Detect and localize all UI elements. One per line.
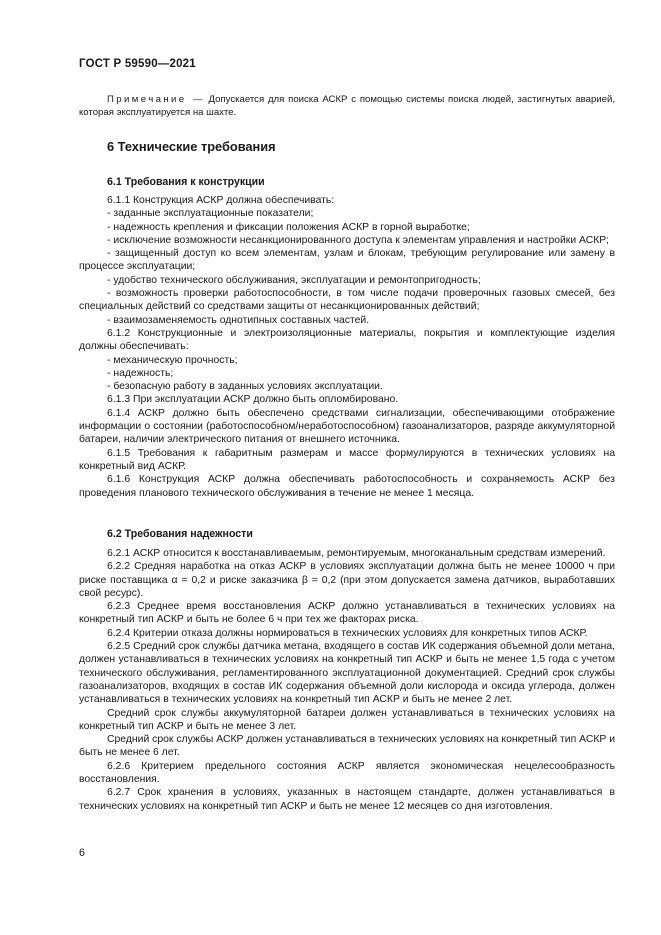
paragraph: 6.2.2 Средняя наработка на отказ АСКР в условиях эксплуатации должна быть не менее 10000 ч при риске поставщика α = 0,2 и риске заказчика β = 0,2 (при этом допускается замена датчиков, выработавших свой ресурс). — [79, 561, 615, 599]
paragraph: 6.1.2 Конструкционные и электроизоляционные материалы, покрытия и комплектующие изделия должны обеспечивать: — [79, 327, 615, 353]
paragraph: 6.1.4 АСКР должно быть обеспечено средствами сигнализации, обеспечивающими отображение информации о состоянии (работоспособном/неработоспособном) газоанализаторов, разряде аккумуляторной батареи, наличии электрического питания от внешнего источника. — [79, 407, 615, 446]
subsection-6-2-title: 6.2 Требования надежности — [107, 528, 253, 540]
list-item: - надежность; — [107, 367, 174, 379]
paragraph: 6.2.5 Средний срок службы датчика метана, входящего в состав ИК содержания объемной доли метана, должен устанавливаться в технических условиях на конкретный тип АСКР и быть не менее 1,5 года с учетом технического обслуживания, регламентированного эксплуатационной документацией. Средний срок службы газоанализаторов, входящих в состав ИК содержания объемной доли кислорода и оксида углерода, должен устанавливаться в технических условиях на конкретный тип АСКР и быть не менее 2 лет. — [79, 641, 615, 706]
paragraph: 6.2.7 Срок хранения в условиях, указанных в настоящем стандарте, должен устанавливаться в технических условиях на конкретный тип АСКР и быть не менее 12 месяцев со дня изготовления. — [79, 787, 615, 812]
list-item: - заданные эксплуатационные показатели; — [107, 208, 314, 220]
list-item: - исключение возможности несанкционированного доступа к элементам управления и настройки АСКР; — [107, 234, 609, 246]
note-text: Допускается для поиска АСКР с помощью системы поиска людей, застигнутых аварией, которая эксплуатируется на шахте. — [79, 94, 616, 118]
note-label: Примечание — — [107, 94, 205, 105]
list-item: - удобство технического обслуживания, эксплуатации и ремонтопригодность; — [107, 274, 481, 286]
paragraph: Средний срок службы аккумуляторной батареи должен устанавливаться в технических условиях на конкретный тип АСКР и быть не менее 3 лет. — [79, 707, 615, 732]
paragraph: 6.2.1 АСКР относится к восстанавливаемым, ремонтируемым, многоканальным средствам измерений. — [107, 548, 606, 559]
list-item: - возможность проверки работоспособности, в том числе подачи проверочных газовых смесей, без специальных действий со средствами защиты от несанкционированных действий; — [79, 288, 615, 313]
paragraph: 6.2.3 Среднее время восстановления АСКР должно устанавливаться в технических условиях на конкретный тип АСКР и быть не более 6 ч при тех же факторах риска. — [79, 601, 615, 626]
section-6-title: 6 Технические требования — [107, 139, 276, 154]
paragraph: 6.1.6 Конструкция АСКР должна обеспечивать работоспособность и сохраняемость АСКР без проведения планового технического обслуживания в течение не менее 1 месяца. — [79, 474, 615, 499]
standard-header: ГОСТ Р 59590—2021 — [79, 58, 196, 70]
subsection-6-2-body — [79, 547, 615, 813]
paragraph: 6.1.5 Требования к габаритным размерам и массе формулируются в технических условиях на конкретный вид АСКР. — [79, 447, 615, 472]
subsection-6-1-title: 6.1 Требования к конструкции — [107, 176, 265, 188]
paragraph: 6.1.1 Конструкция АСКР должна обеспечивать: — [107, 195, 335, 206]
list-item: - взаимозаменяемость однотипных составных частей. — [107, 314, 370, 326]
page-number: 6 — [79, 847, 85, 859]
note-paragraph — [79, 93, 615, 119]
list-item: - механическую прочность; — [107, 354, 238, 366]
paragraph: 6.2.6 Критерием предельного состояния АСКР является экономическая нецелесообразность восстановления. — [79, 760, 615, 786]
list-item: - защищенный доступ ко всем элементам, узлам и блокам, требующим регулирование или замену в процессе эксплуатации; — [79, 248, 615, 273]
paragraph: 6.2.4 Критерии отказа должны нормироваться в технических условиях для конкретных типов АСКР. — [107, 627, 588, 639]
subsection-6-1-body — [79, 194, 615, 500]
paragraph: 6.1.3 При эксплуатации АСКР должно быть опломбировано. — [107, 394, 399, 406]
list-item: - безопасную работу в заданных условиях эксплуатации. — [107, 381, 383, 393]
note-block — [79, 93, 615, 119]
list-item: - надежность крепления и фиксации положения АСКР в горной выработке; — [107, 221, 470, 233]
paragraph: Средний срок службы АСКР должен устанавливаться в технических условиях на конкретный тип АСКР и быть не менее 6 лет. — [79, 734, 615, 759]
